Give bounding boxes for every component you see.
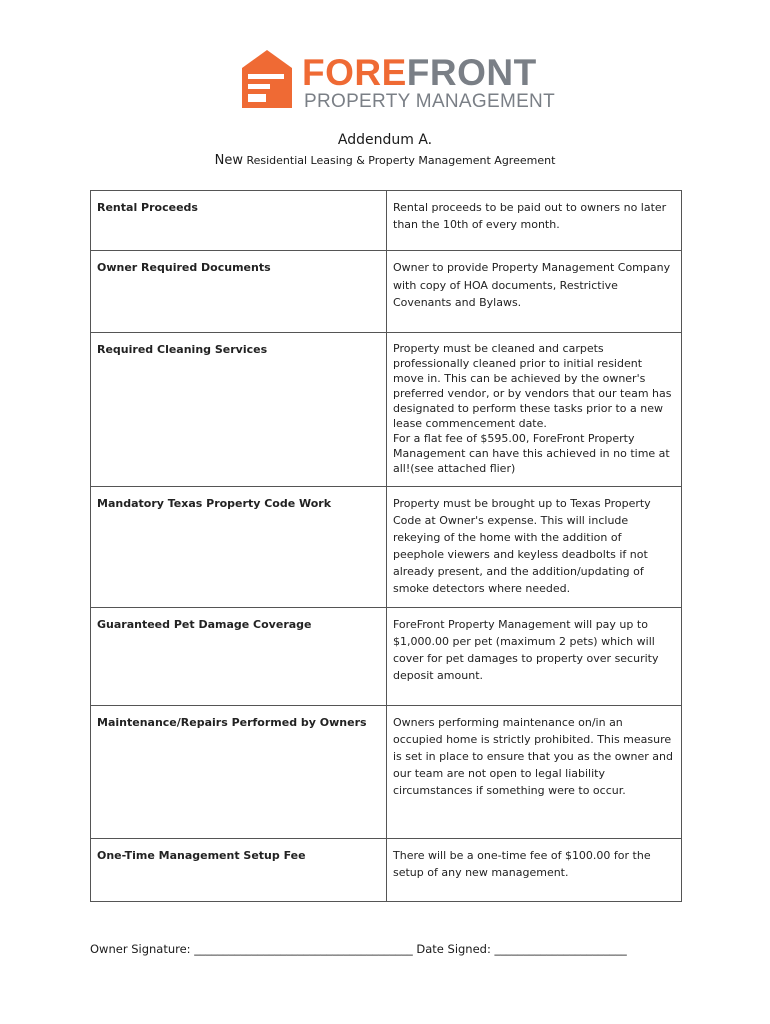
date-signed-field[interactable]: _______________________ — [494, 942, 627, 956]
brand-tagline: PROPERTY MANAGEMENT — [304, 91, 555, 112]
term-label: Mandatory Texas Property Code Work — [91, 487, 387, 608]
document-subtitle — [0, 153, 770, 168]
document-title: Addendum A. — [337, 132, 433, 148]
date-signed-label: Date Signed: — [416, 942, 491, 956]
table-row — [91, 839, 682, 902]
table-row — [91, 487, 682, 608]
subtitle-lead: New — [214, 153, 243, 168]
house-logo-icon — [238, 46, 296, 110]
company-logo — [238, 46, 555, 112]
term-label: Owner Required Documents — [91, 251, 387, 333]
term-description-text: Owner to provide Property Management Company with copy of HOA documents, Restrictive Covenants and Bylaws. — [393, 261, 671, 309]
term-description-text: Property must be cleaned and carpets professionally cleaned prior to initial resident move in. This can be achieved by the owner's preferred vendor, or by vendors that our team has designated to perform these tasks prior to a new lease commencement date. — [393, 342, 672, 430]
terms-table — [90, 190, 682, 902]
term-description: ForeFront Property Management will pay up to $1,000.00 per pet (maximum 2 pets) which will cover for pet damages to property over security deposit amount. — [387, 608, 682, 706]
term-description — [387, 333, 682, 487]
table-row — [91, 333, 682, 487]
term-label: Maintenance/Repairs Performed by Owners — [91, 706, 387, 839]
term-description: Property must be brought up to Texas Property Code at Owner's expense. This will include rekeying of the home with the addition of peephole viewers and keyless deadbolts if not already present, and the addition/updating of smoke detectors where needed. — [387, 487, 682, 608]
term-description: There will be a one-time fee of $100.00 for the setup of any new management. — [387, 839, 682, 902]
owner-signature-field[interactable]: ______________________________________ — [194, 942, 413, 956]
term-description-extra: For a flat fee of $595.00, ForeFront Property Management can have this achieved in no time at all!(see attached flier) — [393, 432, 670, 475]
term-label: One-Time Management Setup Fee — [91, 839, 387, 902]
owner-signature-label: Owner Signature: — [90, 942, 191, 956]
term-label: Required Cleaning Services — [91, 333, 387, 487]
table-row — [91, 706, 682, 839]
table-row — [91, 191, 682, 251]
brand-name-front: FRONT — [406, 52, 537, 93]
term-description — [387, 251, 682, 333]
table-row — [91, 251, 682, 333]
term-label: Guaranteed Pet Damage Coverage — [91, 608, 387, 706]
brand-name — [302, 52, 537, 94]
brand-name-fore: FORE — [302, 52, 407, 93]
signature-line — [90, 942, 627, 956]
term-label: Rental Proceeds — [91, 191, 387, 251]
term-description: Owners performing maintenance on/in an occupied home is strictly prohibited. This measure is set in place to ensure that you as the owner and our team are not open to legal liability circumstances if something were to occur. — [387, 706, 682, 839]
table-row — [91, 608, 682, 706]
term-description: Rental proceeds to be paid out to owners no later than the 10th of every month. — [387, 191, 682, 251]
subtitle-rest: Residential Leasing & Property Management Agreement — [242, 154, 556, 167]
